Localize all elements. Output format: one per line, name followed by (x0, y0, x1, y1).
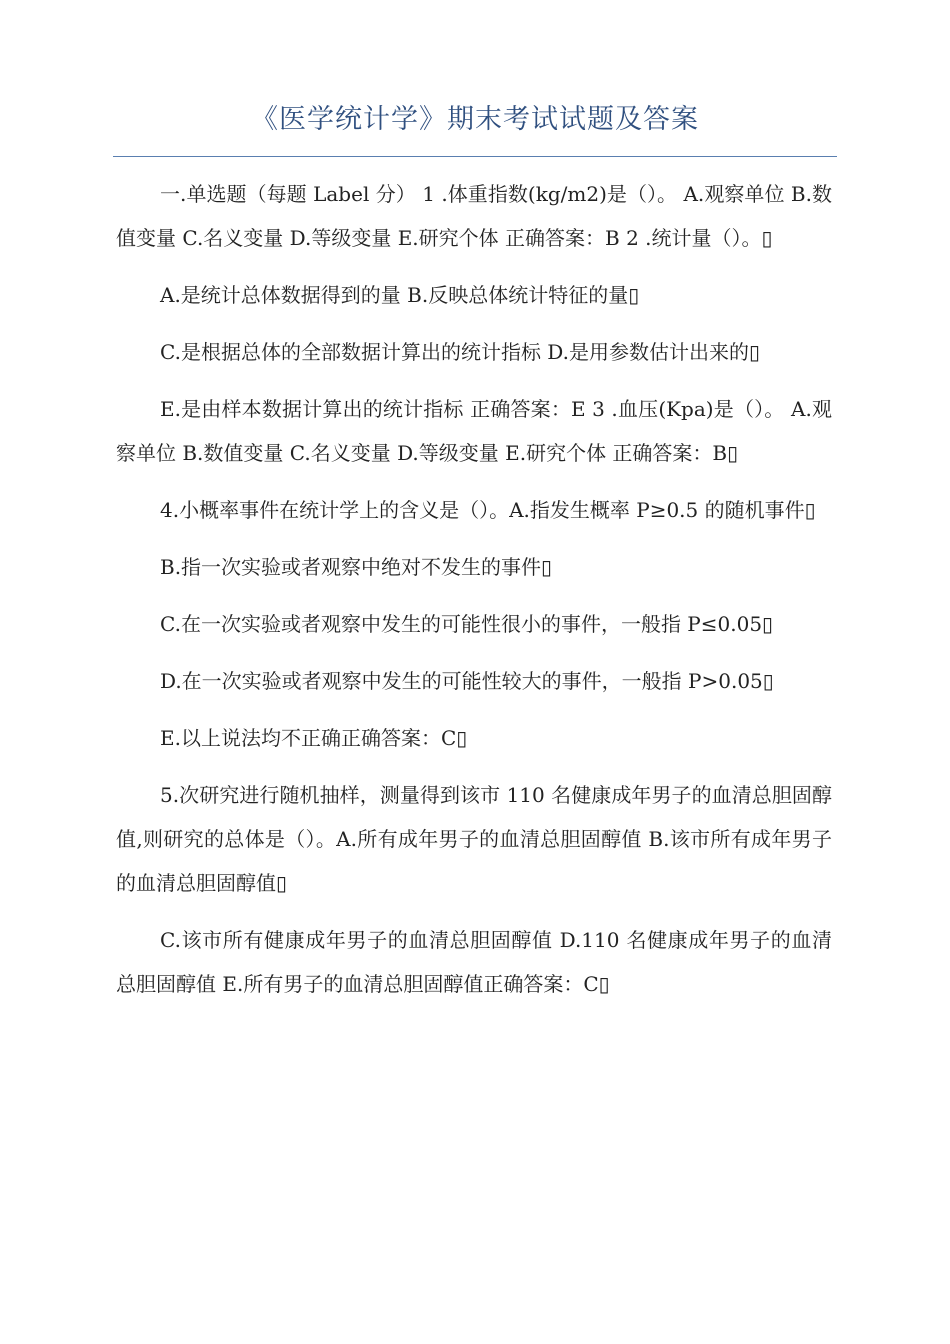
paragraph-2: A.是统计总体数据得到的量 B.反映总体统计特征的量▯ (160, 283, 640, 307)
paragraph-1: 一.单选题（每题 Label 分） 1 .体重指数(kg/m2)是（）。 A.观察单位 B.数值变量 C.名义变量 D.等级变量 E.研究个体 正确答案：B 2 .统计量（）。▯ (116, 182, 832, 250)
paragraph-6: B.指一次实验或者观察中绝对不发生的事件▯ (160, 555, 553, 579)
paragraph-8: D.在一次实验或者观察中发生的可能性较大的事件，一般指 P>0.05▯ (160, 669, 774, 693)
paragraph-11: C.该市所有健康成年男子的血清总胆固醇值 D.110 名健康成年男子的血清总胆固醇值 E.所有男子的血清总胆固醇值正确答案：C▯ (116, 928, 832, 996)
paragraph-4: E.是由样本数据计算出的统计指标 正确答案：E 3 .血压(Kpa)是（）。 A.观察单位 B.数值变量 C.名义变量 D.等级变量 E.研究个体 正确答案：B▯ (116, 397, 832, 465)
paragraph-10: 5.次研究进行随机抽样，测量得到该市 110 名健康成年男子的血清总胆固醇值,则研究的总体是（）。A.所有成年男子的血清总胆固醇值 B.该市所有成年男子的血清总胆固醇值▯ (116, 783, 832, 895)
paragraph-3: C.是根据总体的全部数据计算出的统计指标 D.是用参数估计出来的▯ (160, 340, 760, 364)
paragraph-5: 4.小概率事件在统计学上的含义是（）。A.指发生概率 P≥0.5 的随机事件▯ (160, 498, 816, 522)
title-divider (113, 156, 837, 157)
paragraph-9: E.以上说法均不正确正确答案：C▯ (160, 726, 468, 750)
document-body (116, 172, 832, 1019)
page-title: 《医学统计学》期末考试试题及答案 (251, 104, 699, 135)
paragraph-7: C.在一次实验或者观察中发生的可能性很小的事件，一般指 P≤0.05▯ (160, 612, 774, 636)
